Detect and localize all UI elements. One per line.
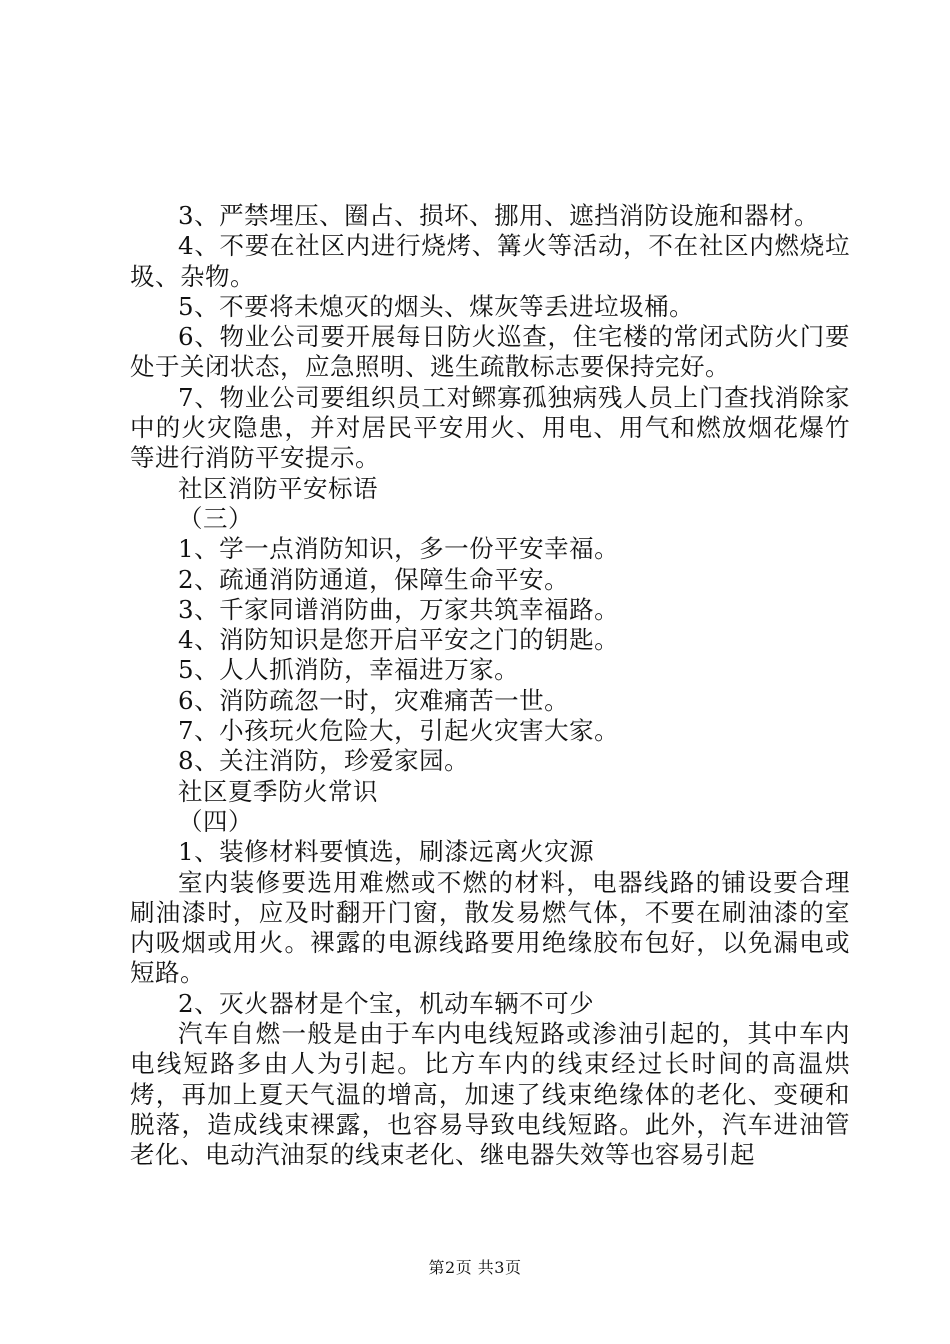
slogan-item: 4、消防知识是您开启平安之门的钥匙。 xyxy=(178,625,620,655)
paragraph: 汽车自燃一般是由于车内电线短路或渗油引起的，其中车内电线短路多由人为引起。比方车内的线束经过长时间的高温烘烤，再加上夏天气温的增高，加速了线束绝缘体的老化、变硬和脱落，造成线束裸露，也容易导致电线短路。此外，汽车进油管老化、电动汽油泵的线束老化、继电器失效等也容易引起 xyxy=(130,1019,850,1170)
paragraph: 6、物业公司要开展每日防火巡查，住宅楼的常闭式防火门要处于关闭状态，应急照明、逃生疏散标志要保持完好。 xyxy=(130,322,850,382)
section-number: （三） xyxy=(178,503,253,533)
paragraph: 4、不要在社区内进行烧烤、篝火等活动，不在社区内燃烧垃圾、杂物。 xyxy=(130,231,850,291)
paragraph: 5、不要将未熄灭的烟头、煤灰等丢进垃圾桶。 xyxy=(178,291,695,321)
tip-heading: 2、灭火器材是个宝，机动车辆不可少 xyxy=(178,988,595,1018)
slogan-item: 8、关注消防，珍爱家园。 xyxy=(178,746,470,776)
section-heading: 社区夏季防火常识 xyxy=(178,776,378,806)
document-body xyxy=(130,201,850,1171)
slogan-item: 6、消防疏忽一时，灾难痛苦一世。 xyxy=(178,685,570,715)
slogan-item: 7、小孩玩火危险大，引起火灾害大家。 xyxy=(178,716,620,746)
slogan-item: 1、学一点消防知识，多一份平安幸福。 xyxy=(178,534,620,564)
page-footer: 第2页 共3页 xyxy=(428,1258,522,1277)
slogan-item: 2、疏通消防通道，保障生命平安。 xyxy=(178,564,570,594)
section-number: （四） xyxy=(178,806,253,836)
slogan-item: 3、千家同谱消防曲，万家共筑幸福路。 xyxy=(178,594,620,624)
paragraph: 7、物业公司要组织员工对鳏寡孤独病残人员上门查找消除家中的火灾隐患，并对居民平安用火、用电、用气和燃放烟花爆竹等进行消防平安提示。 xyxy=(130,382,850,473)
paragraph: 室内装修要选用难燃或不燃的材料，电器线路的铺设要合理刷油漆时，应及时翻开门窗，散发易燃气体，不要在刷油漆的室内吸烟或用火。裸露的电源线路要用绝缘胶布包好，以免漏电或短路。 xyxy=(130,867,850,988)
slogan-item: 5、人人抓消防，幸福进万家。 xyxy=(178,655,520,685)
paragraph: 3、严禁埋压、圈占、损坏、挪用、遮挡消防设施和器材。 xyxy=(178,201,820,230)
section-heading: 社区消防平安标语 xyxy=(178,473,378,503)
tip-heading: 1、装修材料要慎选，刷漆远离火灾源 xyxy=(178,837,595,867)
